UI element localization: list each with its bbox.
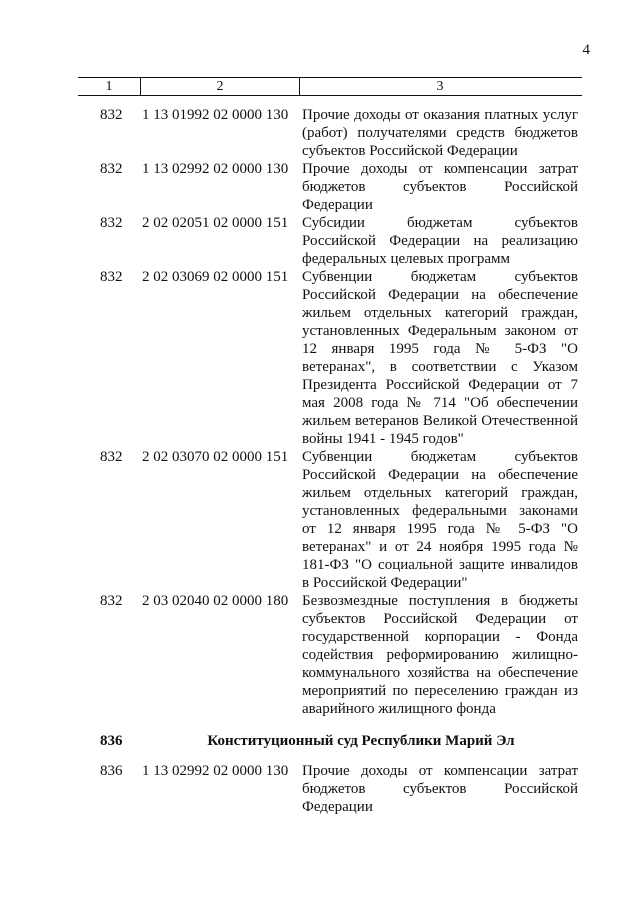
section-code: 836 xyxy=(100,733,123,749)
income-description: Субвенции бюджетам субъектов Российской Федерации на обеспечение жильем отдельных категорий граждан, установленных федеральными законами от 12 января 1995 года № 5-ФЗ "О ветеранах" и от 24 ноября 1995 года № 181-ФЗ "О социальной защите инвалидов в Российской Федерации" xyxy=(302,449,578,591)
table-row xyxy=(78,762,582,816)
header-col-1: 1 xyxy=(105,79,113,94)
table-header xyxy=(78,77,582,96)
table-body xyxy=(78,106,582,816)
section-header xyxy=(78,732,582,750)
budget-classification-code: 2 02 03069 02 0000 151 xyxy=(142,269,289,285)
income-description: Прочие доходы от компенсации затрат бюджетов субъектов Российской Федерации xyxy=(302,763,578,815)
budget-classification-code: 2 02 02051 02 0000 151 xyxy=(142,215,289,231)
budget-classification-code: 1 13 02992 02 0000 130 xyxy=(142,763,289,779)
section-title: Конституционный суд Республики Марий Эл xyxy=(207,733,515,749)
admin-code: 836 xyxy=(100,763,123,779)
income-description: Субвенции бюджетам субъектов Российской Федерации на обеспечение жильем отдельных категорий граждан, установленных Федеральным законом от 12 января 1995 года № 5-ФЗ "О ветеранах", в соответствии с Указом Президента Российской Федерации от 7 мая 2008 года № 714 "Об обеспечении жильем ветеранов Великой Отечественной войны 1941 - 1945 годов" xyxy=(302,269,578,447)
admin-code: 832 xyxy=(100,269,123,285)
page-number: 4 xyxy=(582,42,590,58)
admin-code: 832 xyxy=(100,161,123,177)
income-description: Субсидии бюджетам субъектов Российской Федерации на реализацию федеральных целевых программ xyxy=(302,215,578,267)
admin-code: 832 xyxy=(100,449,123,465)
header-col-2: 2 xyxy=(140,78,300,95)
income-description: Прочие доходы от компенсации затрат бюджетов субъектов Российской Федерации xyxy=(302,161,578,213)
table-row xyxy=(78,160,582,214)
admin-code: 832 xyxy=(100,107,123,123)
budget-classification-code: 1 13 02992 02 0000 130 xyxy=(142,161,289,177)
income-description: Прочие доходы от оказания платных услуг (работ) получателями средств бюджетов субъектов Российской Федерации xyxy=(302,107,578,159)
header-col-3: 3 xyxy=(436,79,444,94)
budget-classification-code: 2 03 02040 02 0000 180 xyxy=(142,593,289,609)
budget-classification-code: 1 13 01992 02 0000 130 xyxy=(142,107,289,123)
table-row xyxy=(78,106,582,160)
table-row xyxy=(78,448,582,592)
admin-code: 832 xyxy=(100,215,123,231)
admin-code: 832 xyxy=(100,593,123,609)
table-row xyxy=(78,214,582,268)
table-row xyxy=(78,592,582,718)
budget-classification-code: 2 02 03070 02 0000 151 xyxy=(142,449,289,465)
income-description: Безвозмездные поступления в бюджеты субъектов Российской Федерации от государственной корпорации - Фонда содействия реформированию жилищно-коммунального хозяйства на обеспечение мероприятий по переселению граждан из аварийного жилищного фонда xyxy=(302,593,578,717)
table-row xyxy=(78,268,582,448)
